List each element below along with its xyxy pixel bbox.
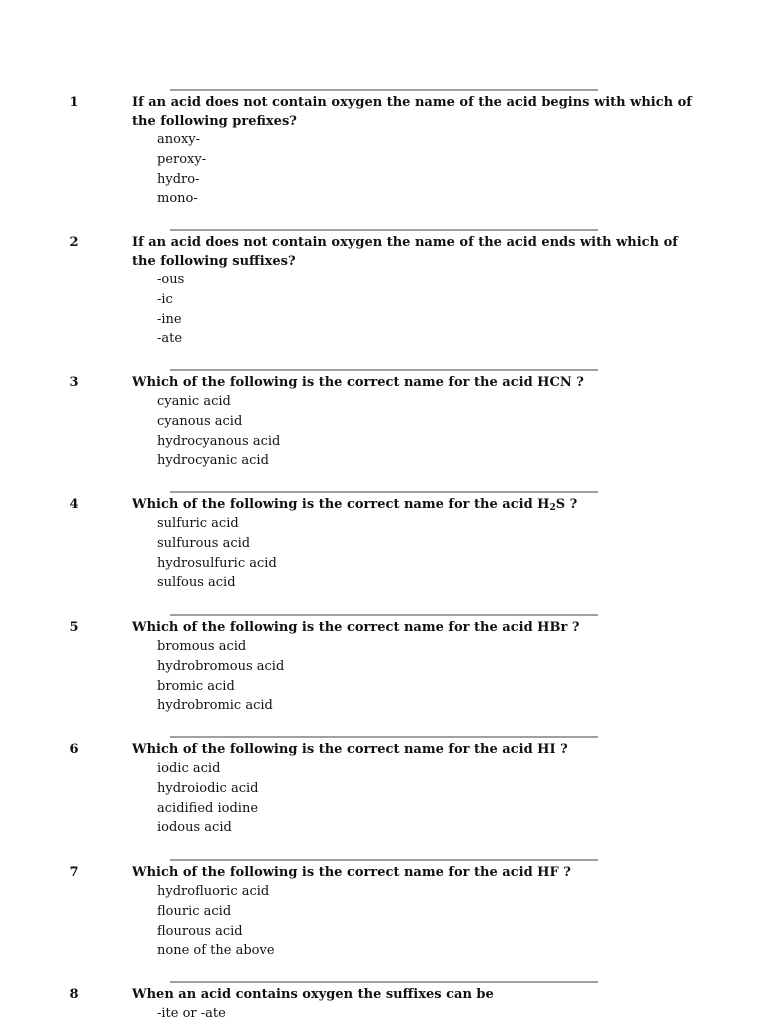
answer-option[interactable]: hydrosulfuric acid — [157, 555, 277, 571]
answer-options — [157, 1004, 226, 1024]
answer-option[interactable]: peroxy- — [157, 151, 207, 167]
answer-option[interactable]: acidified iodine — [157, 800, 259, 816]
question-text: Which of the following is the correct name for the acid HBr ? — [132, 620, 580, 635]
answer-option[interactable]: anoxy- — [157, 132, 201, 147]
question-divider — [170, 229, 598, 231]
question-divider — [170, 491, 598, 493]
answer-option[interactable]: flourous acid — [157, 923, 243, 939]
answer-option[interactable]: sulfuric acid — [157, 516, 239, 531]
question-divider — [170, 89, 598, 91]
question-divider — [170, 981, 598, 983]
answer-options — [157, 392, 280, 471]
answer-option[interactable]: flouric acid — [157, 903, 232, 919]
question-number: 3 — [69, 375, 79, 390]
answer-option[interactable]: -ine — [157, 311, 182, 327]
answer-option[interactable]: -ous — [157, 272, 185, 287]
answer-options — [157, 514, 277, 593]
question-number: 4 — [69, 497, 79, 512]
question-text-main: Which of the following is the correct name for the acid H — [132, 497, 550, 512]
question-number: 8 — [69, 987, 79, 1002]
question-number: 5 — [69, 620, 79, 635]
subscript: 2 — [549, 503, 556, 513]
question-number: 1 — [69, 95, 79, 110]
answer-option[interactable]: hydrocyanous acid — [157, 433, 281, 449]
answer-option[interactable]: bromous acid — [157, 639, 247, 654]
answer-option[interactable]: bromic acid — [157, 678, 235, 694]
answer-options — [157, 270, 184, 349]
answer-option[interactable]: cyanous acid — [157, 413, 243, 429]
answer-option[interactable]: hydrobromic acid — [157, 698, 273, 714]
answer-option[interactable]: none of the above — [157, 943, 275, 959]
answer-options — [157, 759, 258, 838]
question-text-end: S ? — [555, 497, 578, 512]
answer-options — [157, 882, 275, 961]
question-number: 2 — [69, 235, 79, 250]
answer-option[interactable]: hydroiodic acid — [157, 780, 259, 796]
answer-option[interactable]: sulfurous acid — [157, 535, 251, 551]
question-text: If an acid does not contain oxygen the name of the acid begins with which of the following prefixes? — [132, 95, 692, 129]
answer-option[interactable]: -ate — [157, 331, 183, 347]
answer-option[interactable]: mono- — [157, 191, 198, 207]
question-number: 7 — [69, 865, 79, 880]
question-divider — [170, 369, 598, 371]
answer-option[interactable]: -ic — [157, 291, 173, 307]
answer-option[interactable]: hydrocyanic acid — [157, 453, 269, 469]
answer-option[interactable]: -ite or -ate — [157, 1006, 226, 1021]
question-text: If an acid does not contain oxygen the name of the acid ends with which of the following suffixes? — [132, 235, 678, 269]
question-divider — [170, 859, 598, 861]
answer-options — [157, 130, 206, 209]
question-divider — [170, 736, 598, 738]
answer-option[interactable]: iodous acid — [157, 820, 232, 836]
answer-option[interactable]: hydro- — [157, 171, 200, 187]
answer-option[interactable]: hydrofluoric acid — [157, 884, 270, 899]
question-number: 6 — [69, 742, 79, 757]
question-text: When an acid contains oxygen the suffixes can be — [132, 987, 494, 1002]
answer-option[interactable]: sulfous acid — [157, 575, 236, 591]
answer-option[interactable]: iodic acid — [157, 761, 221, 776]
answer-options — [157, 637, 284, 716]
answer-option[interactable]: cyanic acid — [157, 394, 231, 409]
question-divider — [170, 614, 598, 616]
answer-option[interactable]: hydrobromous acid — [157, 658, 285, 674]
question-text: Which of the following is the correct name for the acid HI ? — [132, 742, 568, 757]
question-text: Which of the following is the correct name for the acid HCN ? — [132, 375, 584, 390]
question-text: Which of the following is the correct name for the acid HF ? — [132, 865, 571, 880]
